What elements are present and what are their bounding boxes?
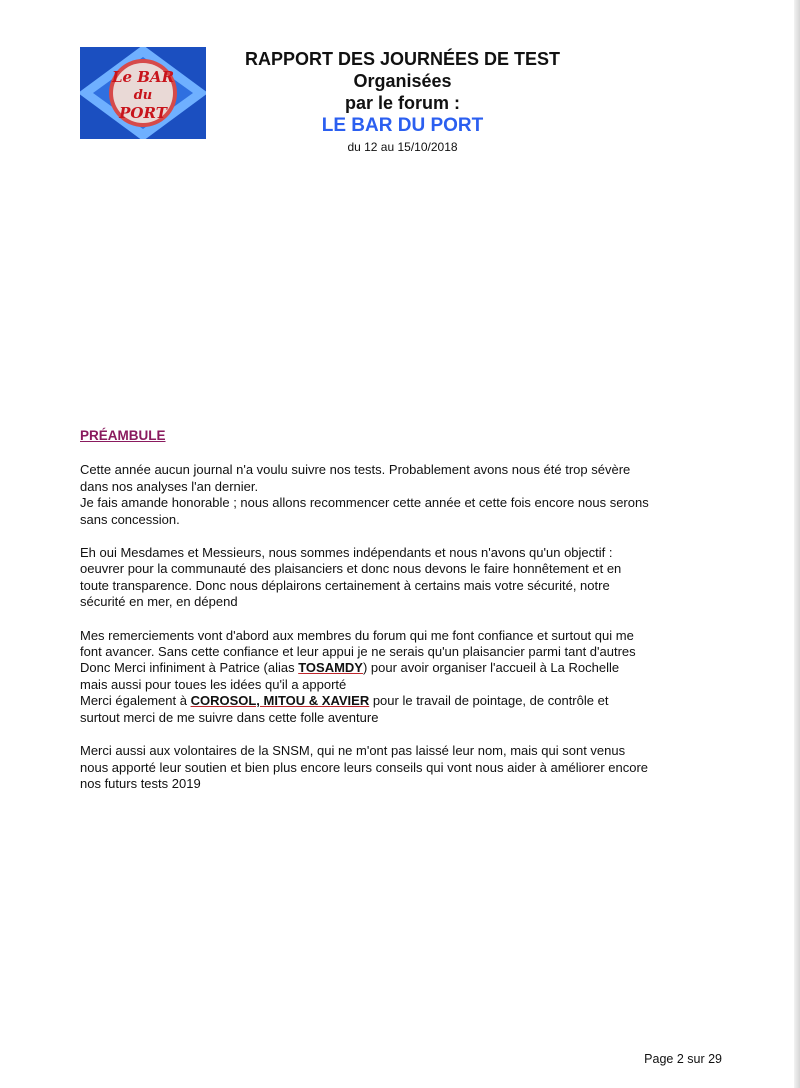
thanks-text-after: pour le travail de pointage, de contrôle et [369,693,609,709]
paragraph-line: nos futurs tests 2019 [80,775,201,791]
highlighted-names-team: COROSOL, MITOU & XAVIER [190,693,370,709]
thanks-text-before: Merci également à [80,693,191,709]
logo-graphic [80,47,206,139]
paragraph-3 [80,628,728,726]
paragraph-line [80,693,728,709]
paragraph-line: toute transparence. Donc nous déplairons certainement à certains mais votre sécurité, notre [80,577,610,593]
paragraph-line: sans concession. [80,511,180,527]
report-title: RAPPORT DES JOURNÉES DE TEST [244,49,561,69]
highlighted-name-tosamdy: TOSAMDY [298,660,363,676]
paragraph-line: sécurité en mer, en dépend [80,594,238,610]
paragraph-line [80,660,728,676]
paragraph-line: Mes remerciements vont d'abord aux membres du forum qui me font confiance et surtout qui me [80,627,634,643]
thanks-text-after: ) pour avoir organiser l'accueil à La Rochelle [362,660,620,676]
logo-text-line1: Le BAR [111,68,175,86]
paragraph-line: oeuvrer pour la communauté des plaisanciers et donc nous devons le faire honnêtement et en [80,561,622,577]
paragraph-line: Cette année aucun journal n'a voulu suivre nos tests. Probablement avons nous été trop sévère [80,462,631,478]
report-header [205,48,600,154]
logo-text-line3: PORT [119,104,167,122]
paragraph-line: surtout merci de me suivre dans cette folle aventure [80,709,379,725]
paragraph-line: Merci aussi aux volontaires de la SNSM, qui ne m'ont pas laissé leur nom, mais qui sont venus [80,743,626,759]
paragraph-line: Eh oui Mesdames et Messieurs, nous sommes indépendants et nous n'avons qu'un objectif : [80,545,613,561]
report-subtitle-organised: Organisées [353,71,452,91]
paragraph-line: font avancer. Sans cette confiance et leur appui je ne serais qu'un plaisancier parmi tant d'autres [80,644,636,660]
paragraph-line: dans nos analyses l'an dernier. [80,478,259,494]
logo-text-line2: du [133,88,153,103]
report-subtitle-forum: par le forum : [344,93,460,113]
paragraph-1 [80,462,728,528]
report-dates: du 12 au 15/10/2018 [347,140,458,154]
paragraph-4 [80,743,728,792]
section-title-preamble: PRÉAMBULE [80,428,166,443]
page-edge-shadow [794,0,800,1088]
paragraph-line: mais aussi pour toues les idées qu'il a apporté [80,676,347,692]
paragraph-line: nous apporté leur soutien et bien plus encore leurs conseils qui vont nous aider à améliorer encore [80,759,649,775]
forum-name: LE BAR DU PORT [321,115,484,136]
report-body [80,428,728,809]
forum-logo [80,47,206,139]
paragraph-2 [80,545,728,611]
thanks-text-before: Donc Merci infiniment à Patrice (alias [80,660,299,676]
paragraph-line: Je fais amande honorable ; nous allons recommencer cette année et cette fois encore nous serons [80,495,649,511]
page-number: Page 2 sur 29 [644,1052,722,1066]
